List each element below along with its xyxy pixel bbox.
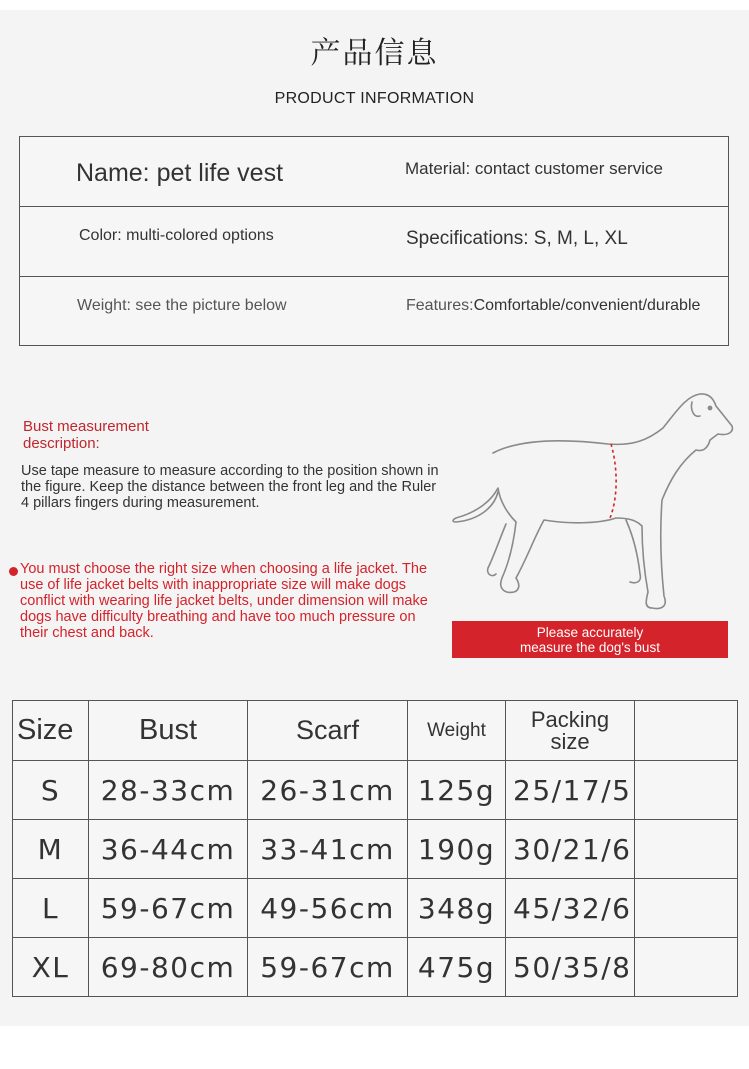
bust-cell: 36-44cm <box>89 820 248 879</box>
features-label: Features: <box>406 297 474 314</box>
weight-cell: 475g <box>408 938 506 997</box>
product-color: Color: multi-colored options <box>79 227 274 244</box>
product-features <box>406 297 700 315</box>
bust-measurement-title: Bust measurement description: <box>23 418 149 452</box>
measure-bust-banner <box>452 621 728 658</box>
banner-line-1: Please accurately <box>536 625 644 640</box>
bust-cell: 59-67cm <box>89 879 248 938</box>
scarf-cell: 26-31cm <box>248 761 408 820</box>
blank-cell <box>635 820 738 879</box>
bust-cell: 69-80cm <box>89 938 248 997</box>
table-row <box>13 938 738 997</box>
header-packing-line1: Packing <box>530 706 610 732</box>
size-cell: L <box>13 879 89 938</box>
packing-cell: 45/32/6 <box>506 879 635 938</box>
table-row <box>13 820 738 879</box>
scarf-cell: 59-67cm <box>248 938 408 997</box>
size-warning-text: You must choose the right size when choosing a life jacket. The use of life jacket belts with inappropriate size will make dogs conflict with wearing life jacket belts, under dimension will make dogs have difficulty breathing and have too much pressure on their chest and back. <box>20 561 428 641</box>
product-material: Material: contact customer service <box>405 159 663 178</box>
warning-bullet-icon <box>9 567 18 576</box>
weight-cell: 348g <box>408 879 506 938</box>
table-row <box>13 761 738 820</box>
product-specifications: Specifications: S, M, L, XL <box>406 228 628 249</box>
banner-line-2: measure the dog's bust <box>520 640 660 655</box>
header-weight: Weight <box>408 701 506 761</box>
packing-cell: 50/35/8 <box>506 938 635 997</box>
header-scarf: Scarf <box>248 701 408 761</box>
size-chart-table <box>12 700 738 997</box>
weight-cell: 125g <box>408 761 506 820</box>
info-row-name <box>20 137 728 207</box>
packing-cell: 25/17/5 <box>506 761 635 820</box>
bust-measurement-description: Use tape measure to measure according to the position shown in the figure. Keep the distance between the front leg and the Ruler 4 pillars fingers during measurement. <box>21 463 439 511</box>
product-name: Name: pet life vest <box>76 159 284 187</box>
header-packing-line2: size <box>550 728 590 754</box>
features-value: Comfortable/convenient/durable <box>473 297 701 314</box>
size-cell: M <box>13 820 89 879</box>
table-row <box>13 879 738 938</box>
header-bust: Bust <box>89 701 248 761</box>
blank-cell <box>635 879 738 938</box>
bust-cell: 28-33cm <box>89 761 248 820</box>
scarf-cell: 33-41cm <box>248 820 408 879</box>
scarf-cell: 49-56cm <box>248 879 408 938</box>
product-info-table <box>19 136 729 346</box>
info-row-color <box>20 207 728 277</box>
product-weight: Weight: see the picture below <box>77 297 287 314</box>
header-blank <box>635 701 738 761</box>
size-cell: S <box>13 761 89 820</box>
page-title-english: PRODUCT INFORMATION <box>274 90 475 107</box>
size-chart-header-row <box>13 701 738 761</box>
packing-cell: 30/21/6 <box>506 820 635 879</box>
page-title-chinese: 产品信息 <box>310 36 439 71</box>
info-row-weight <box>20 277 728 347</box>
dog-outline-illustration <box>448 388 738 616</box>
header-size: Size <box>13 701 89 761</box>
size-cell: XL <box>13 938 89 997</box>
header-packing-size <box>506 701 635 761</box>
blank-cell <box>635 761 738 820</box>
blank-cell <box>635 938 738 997</box>
weight-cell: 190g <box>408 820 506 879</box>
